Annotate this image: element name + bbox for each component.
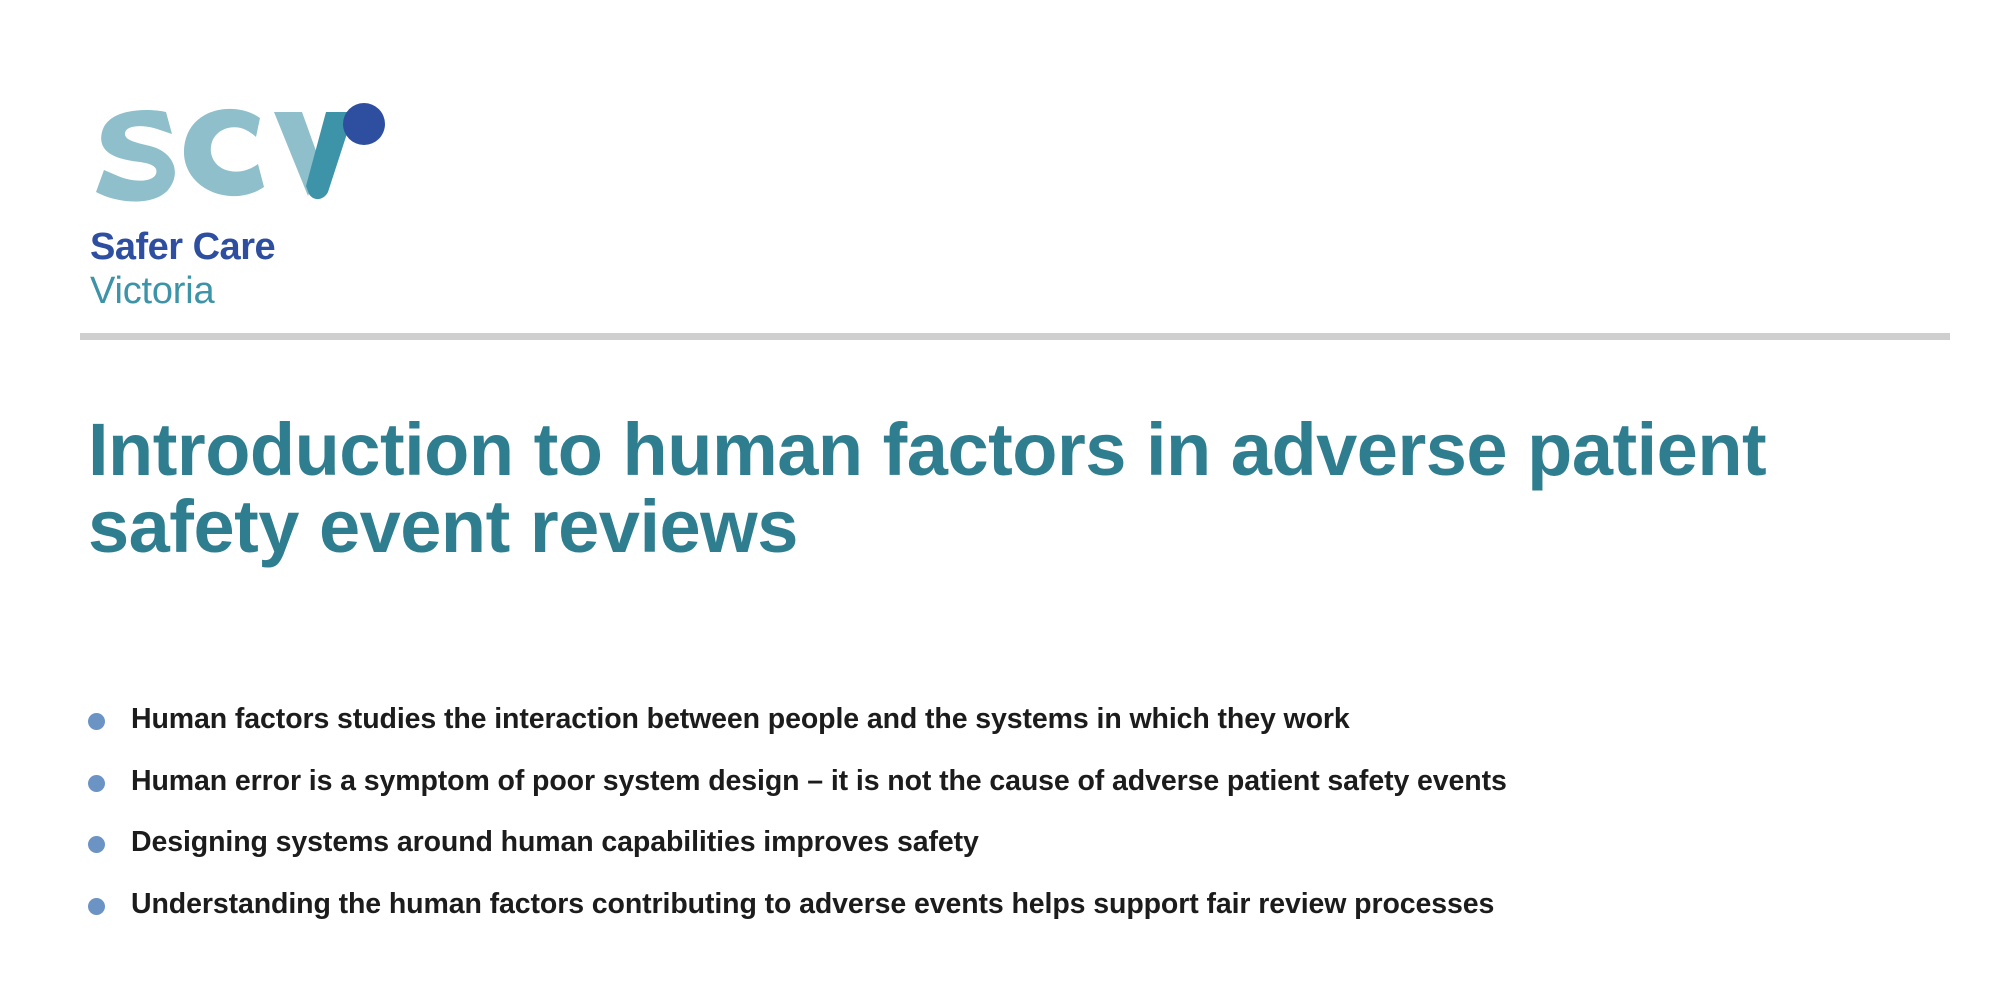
bullet-dot-icon [88,836,105,853]
scv-logo-icon [88,88,388,208]
list-item [88,887,1928,923]
bullet-list [88,702,1928,949]
list-item-label: Understanding the human factors contributing to adverse events helps support fair review processes [131,887,1495,920]
header-divider [80,333,1950,340]
logo [88,88,408,318]
list-item-label: Designing systems around human capabilities improves safety [131,826,979,859]
bullet-dot-icon [88,898,105,915]
list-item [88,825,1928,861]
page-title: Introduction to human factors in adverse patient safety event reviews [88,407,1767,568]
list-item [88,702,1928,738]
list-item-label: Human error is a symptom of poor system design – it is not the cause of adverse patient safety events [131,764,1507,797]
logo-wordmark-line2: Victoria [90,270,215,312]
logo-wordmark-line1: Safer Care [90,226,276,268]
bullet-dot-icon [88,713,105,730]
list-item-label: Human factors studies the interaction between people and the systems in which they work [131,703,1350,735]
bullet-dot-icon [88,775,105,792]
list-item [88,764,1928,800]
